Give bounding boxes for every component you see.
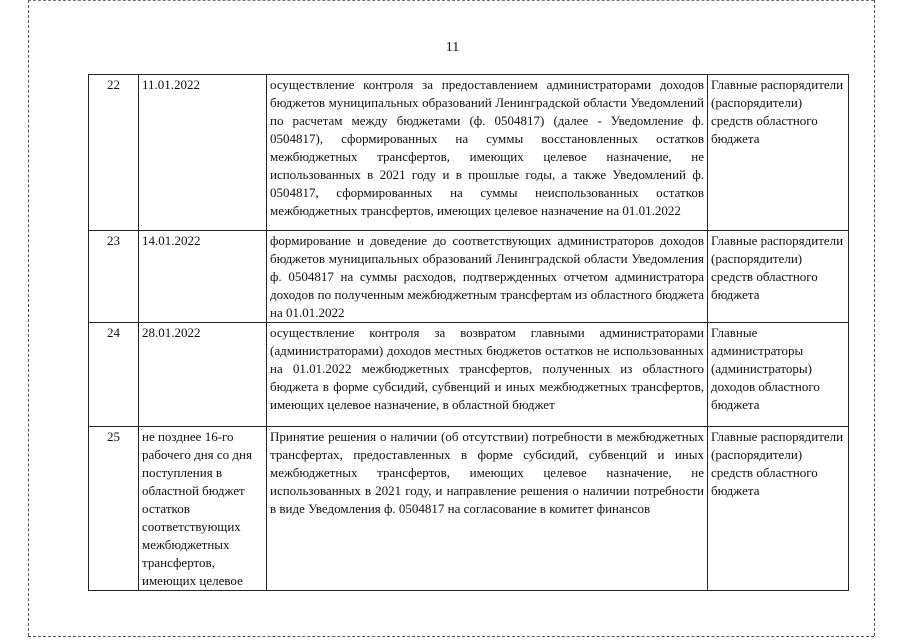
table-row <box>89 231 849 323</box>
page-frame-left <box>28 0 29 636</box>
row-date: 14.01.2022 <box>139 231 267 323</box>
page-frame-right <box>874 0 875 636</box>
row-description: формирование и доведение до соответствующих администраторов доходов бюджетов муниципальных образований Ленинградской области Уведомления ф. 0504817 на суммы расходов, подтвержденных отчетом администратора доходов по полученным межбюджетным трансфертам из областного бюджета на 01.01.2022 <box>267 231 708 323</box>
table-row <box>89 323 849 427</box>
page-number: 11 <box>445 40 460 55</box>
row-date: не позднее 16-го рабочего дня со дня поступления в областной бюджет остатков соответствующих межбюджетных трансфертов, имеющих целевое <box>139 427 267 591</box>
row-number: 24 <box>89 323 139 427</box>
row-responsible: Главные распорядители (распорядители) средств областного бюджета <box>708 427 849 591</box>
row-description: осуществление контроля за возвратом главными администраторами (администраторами) доходов местных бюджетов остатков не использованных на 01.01.2022 межбюджетных трансфертов, полученных из областного бюджета в форме субсидий, субвенций и иных межбюджетных трансфертов, имеющих целевое назначение, в областной бюджет <box>267 323 708 427</box>
table-row <box>89 427 849 591</box>
row-description: Принятие решения о наличии (об отсутствии) потребности в межбюджетных трансфертах, предоставленных в форме субсидий, субвенций и иных межбюджетных трансфертов, имеющих целевое назначение, не использованных в 2021 году, и направление решения о наличии потребности в виде Уведомления ф. 0504817 на согласование в комитет финансов <box>267 427 708 591</box>
row-date: 11.01.2022 <box>139 75 267 231</box>
row-number: 22 <box>89 75 139 231</box>
row-responsible: Главные распорядители (распорядители) средств областного бюджета <box>708 75 849 231</box>
page-frame-bottom <box>28 636 874 637</box>
row-number: 25 <box>89 427 139 591</box>
row-date: 28.01.2022 <box>139 323 267 427</box>
row-number: 23 <box>89 231 139 323</box>
row-responsible: Главные администраторы (администраторы) доходов областного бюджета <box>708 323 849 427</box>
row-responsible: Главные распорядители (распорядители) средств областного бюджета <box>708 231 849 323</box>
schedule-table <box>88 74 849 591</box>
table-row <box>89 75 849 231</box>
row-description: осуществление контроля за предоставлением администраторами доходов бюджетов муниципальных образований Ленинградской области Уведомлений по расчетам между бюджетами (ф. 0504817) (далее - Уведомление ф. 0504817), сформированных на суммы восстановленных остатков межбюджетных трансфертов, имеющих целевое назначение, не использованных в 2021 году и в прошлые годы, а также Уведомлений ф. 0504817, сформированных на суммы неиспользованных остатков межбюджетных трансфертов, имеющих целевое назначение на 01.01.2022 <box>267 75 708 231</box>
page-frame-top <box>28 0 874 1</box>
